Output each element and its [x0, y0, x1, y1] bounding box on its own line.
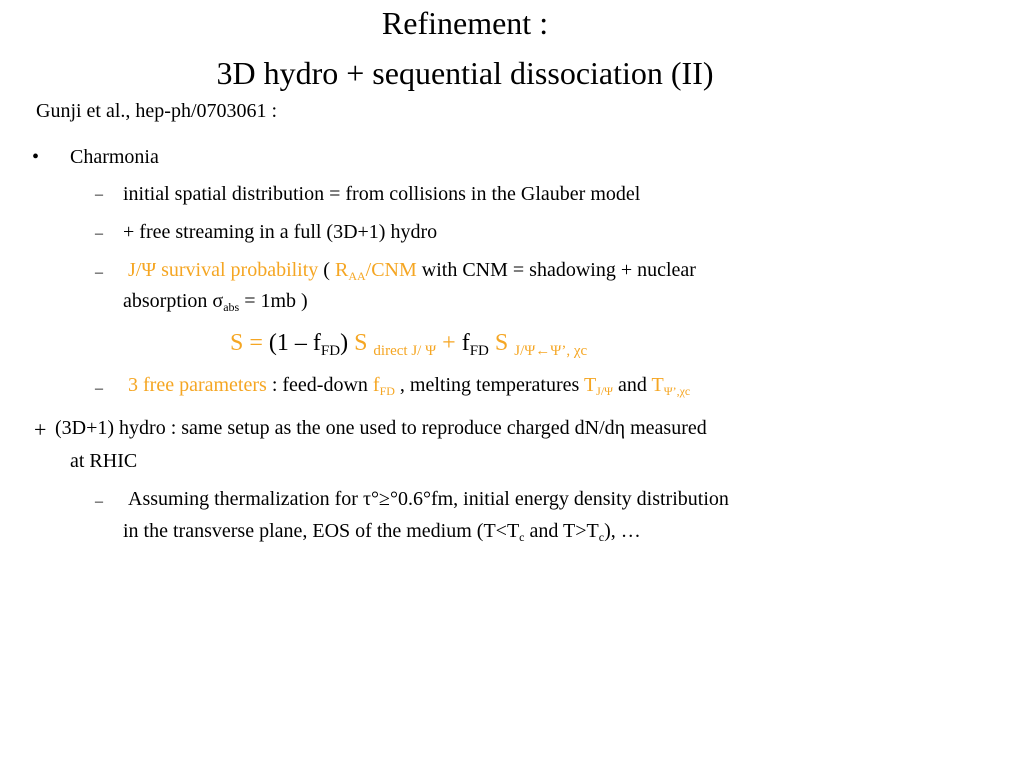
free-parameters: 3 free parameters — [128, 374, 267, 396]
dash-3: – — [95, 264, 103, 281]
charmonia-heading: Charmonia — [70, 146, 159, 168]
dash-4: – — [95, 380, 103, 397]
plus-bullet: + — [34, 417, 47, 442]
hydro-line2: at RHIC — [70, 450, 138, 472]
charmonia-item-2: + free streaming in a full (3D+1) hydro — [123, 221, 438, 243]
charmonia-item-1: initial spatial distribution = from collisions in the Glauber model — [123, 183, 641, 205]
hydro-item-1-line2: in the transverse plane, EOS of the medium ($T<T_c$ and $T>T_c$), … — [123, 520, 641, 544]
survival-formula: $S = (1 - f_{FD})$ S $_{direct J/ \Psi} + f_{FD}$ S $_{J/\Psi\leftarrow\Psi’, \chi c}$ — [230, 330, 588, 359]
charmonia-item-3-line2: absorption $\sigma_{abs} = 1mb$ ) — [123, 290, 308, 314]
hydro-line1: (3D+1) hydro : same setup as the one used to reproduce charged dN/dη measured — [55, 417, 707, 439]
hydro-item-1: Assuming thermalization for τ°≥°0.6°fm, initial energy density distribution — [128, 488, 729, 510]
slide-title-line2: 3D hydro + sequential dissociation (II) — [216, 55, 714, 91]
survival-probability: J/Ψ survival probability — [128, 259, 319, 281]
charmonia-item-4: 3 free parameters : feed-down $f_{FD}$ , melting temperatures $T_{J/\Psi}$ and $T_{\Psi’,\chi c}$ — [128, 374, 691, 398]
bullet-charmonia: • — [32, 146, 40, 168]
reference-citation: Gunji et al., hep-ph/0703061 : — [36, 100, 278, 122]
dash-1: – — [95, 186, 103, 203]
charmonia-item-3: J/Ψ survival probability ( $R_{AA}$/CNM with CNM = shadowing + nuclear — [128, 259, 696, 283]
dash-5: – — [95, 493, 103, 510]
slide-title-line1: Refinement : — [381, 5, 549, 41]
dash-2: – — [95, 225, 103, 242]
